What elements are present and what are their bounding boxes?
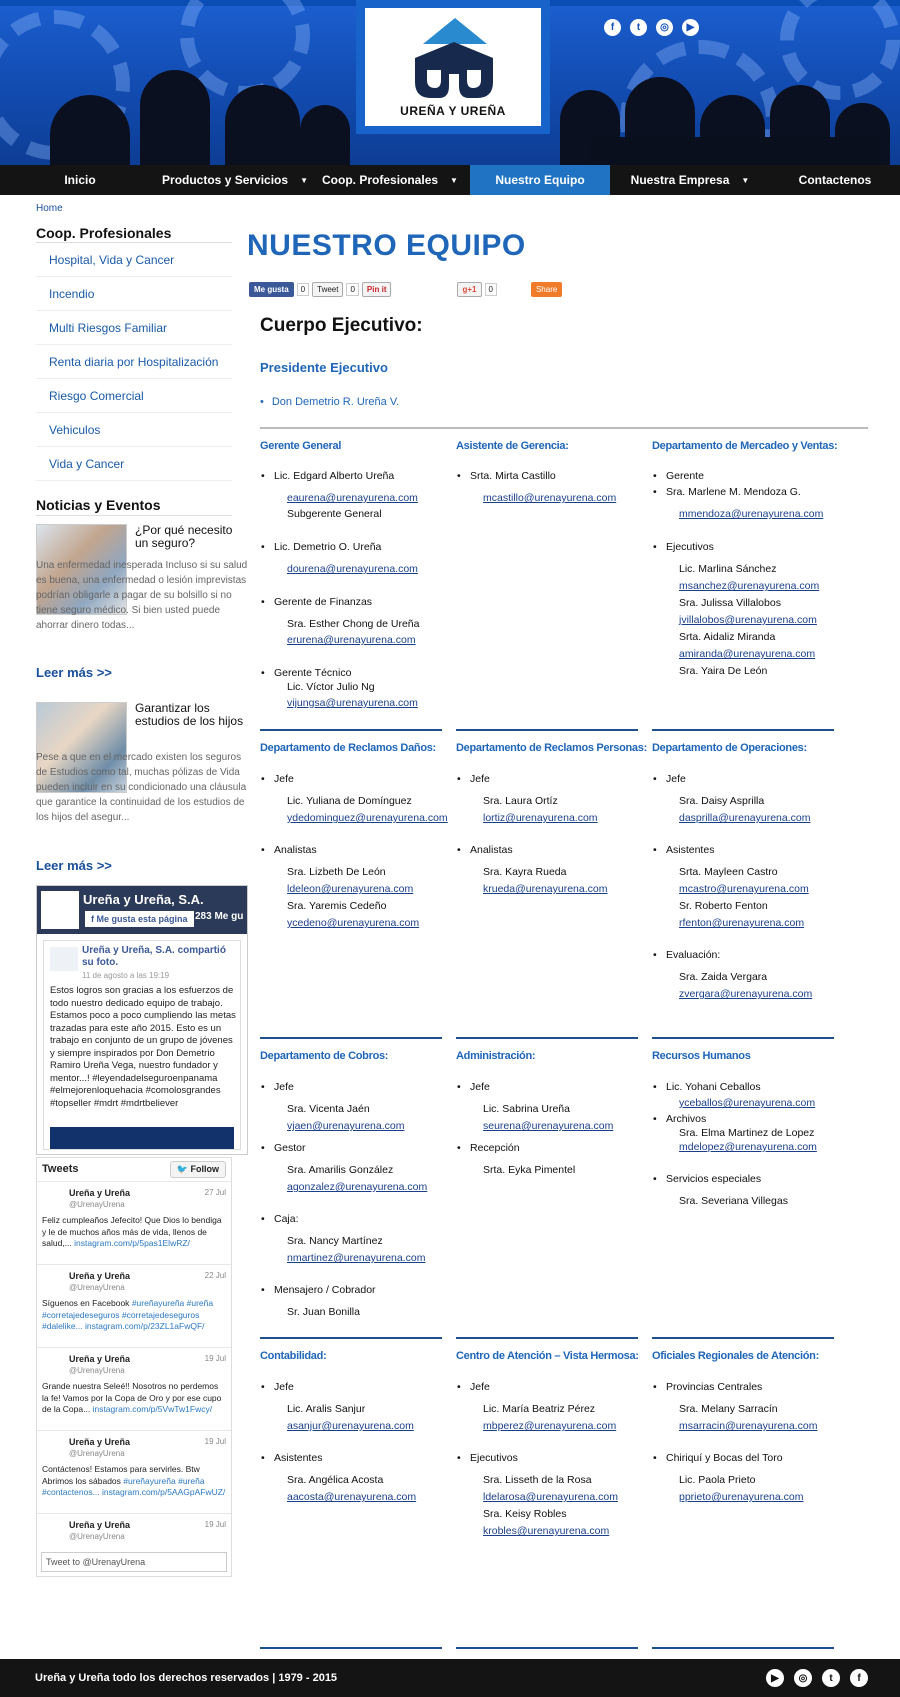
instagram-icon[interactable]: ◎ <box>794 1669 812 1687</box>
logo[interactable] <box>356 0 550 134</box>
divider <box>456 1647 638 1649</box>
logo-text: UREÑA Y UREÑA <box>400 104 506 118</box>
tweet-link[interactable]: #ureñayureña #ureña #corretajedeseguros #corretajedeseguros #dalelike... instagram.com/p/23ZL1aFwQF/ <box>42 1298 214 1331</box>
member-role: • Jefe <box>274 1381 294 1393</box>
tweet-handle[interactable]: @UrenayUrena <box>69 1449 125 1458</box>
email-link[interactable]: lortiz@urenayurena.com <box>483 812 598 824</box>
email-link[interactable]: seurena@urenayurena.com <box>483 1120 614 1132</box>
post-text: Estos logros son gracias a los esfuerzos de todo nuestro dedicado equipo de trabajo. Estamos poco a poco cumpliendo las metas trazadas para este año 2015. Esto es un trabajo en conjunto de un grupo de jóvenes y siempre inspirados por Don Demetrio Ramiro Ureña Vega, nuestro fundador y mentor...! #leyendadelseguroenpanama #elmejorenloquehacia #comolosgrandes #topseller #mdrt #mdrtbeliever <box>50 985 236 1109</box>
email-link[interactable]: mmendoza@urenayurena.com <box>679 508 824 520</box>
tweet-author[interactable]: Ureña y Ureña <box>69 1271 131 1281</box>
member-role: • Chiriquí y Bocas del Toro <box>666 1452 783 1464</box>
email-link[interactable]: eaurena@urenayurena.com <box>287 492 418 504</box>
divider <box>260 729 442 731</box>
department-title: Oficiales Regionales de Atención: <box>652 1350 819 1362</box>
member-name: Lic. María Beatriz Pérez <box>483 1403 596 1415</box>
member-name: Sra. Julissa Villalobos <box>679 597 781 609</box>
facebook-icon: f <box>91 914 97 924</box>
email-link[interactable]: msarracin@urenayurena.com <box>679 1420 818 1432</box>
youtube-icon[interactable]: ▶ <box>766 1669 784 1687</box>
email-link[interactable]: yceballos@urenayurena.com <box>679 1097 816 1109</box>
sidebar-item[interactable]: Incendio <box>36 277 232 311</box>
tweet <box>37 1430 231 1513</box>
member-role: • Jefe <box>470 1381 490 1393</box>
tweet-author[interactable]: Ureña y Ureña <box>69 1188 131 1198</box>
silhouette <box>225 85 300 165</box>
divider <box>652 1647 834 1649</box>
department-title: Departamento de Reclamos Personas: <box>456 742 647 754</box>
tweet-link[interactable]: instagram.com/p/5pas1ElwRZ/ <box>74 1238 190 1248</box>
email-link[interactable]: mcastillo@urenayurena.com <box>483 492 617 504</box>
like-count: 283 Me gu <box>195 911 244 922</box>
member-role: • Sra. Marlene M. Mendoza G. <box>666 486 801 498</box>
member-name: Sra. Kayra Rueda <box>483 866 567 878</box>
department-section <box>652 1337 834 1597</box>
tweet-handle[interactable]: @UrenayUrena <box>69 1366 125 1375</box>
facebook-icon[interactable]: f <box>850 1669 868 1687</box>
department-title: Gerente General <box>260 440 342 452</box>
member-role: • Gerente <box>666 470 704 482</box>
member-role: • Jefe <box>666 773 686 785</box>
tweet-text <box>42 1464 226 1499</box>
nav-item-inicio[interactable] <box>0 165 160 195</box>
department-section <box>456 1037 638 1297</box>
member-role: • Caja: <box>274 1213 299 1225</box>
page-avatar[interactable] <box>41 891 79 929</box>
news-item-text: Una enfermedad inesperada Incluso si su salud es buena, una enfermedad o lesión imprevistas podrían obligarle a pagar de su bolsillo si no tiene seguro médico. Si bien usted puede ahorrar dinero todas... <box>36 560 248 631</box>
email-link[interactable]: nmartinez@urenayurena.com <box>287 1252 426 1264</box>
tweet-date[interactable]: 19 Jul <box>204 1437 226 1446</box>
department-title: Departamento de Mercadeo y Ventas: <box>652 440 838 452</box>
member-role: • Recepción <box>470 1142 520 1154</box>
chevron-down-icon: ▼ <box>300 175 308 185</box>
member-role: • Jefe <box>274 1081 294 1093</box>
logo-panel <box>365 8 541 126</box>
email-link[interactable]: dasprilla@urenayurena.com <box>679 812 811 824</box>
twitter-bird-icon: 🐦 <box>176 1164 191 1174</box>
divider <box>456 1337 638 1339</box>
member-name: Srta. Eyka Pimentel <box>483 1164 576 1176</box>
divider <box>456 1037 638 1039</box>
silhouette <box>140 70 210 165</box>
tweet-author[interactable]: Ureña y Ureña <box>69 1354 131 1364</box>
member-name: Sra. Yaira De León <box>679 665 768 677</box>
member-name: Sra. Keisy Robles <box>483 1508 567 1520</box>
member-name: Lic. Sabrina Ureña <box>483 1103 570 1115</box>
divider <box>36 515 232 516</box>
nav-item-label: Productos y Servicios <box>162 173 289 187</box>
department-title: Recursos Humanos <box>652 1050 751 1062</box>
sidebar-item[interactable]: Renta diaria por Hospitalización <box>36 345 232 379</box>
nav-item-coop-profesionales[interactable] <box>310 165 470 195</box>
tweet-date[interactable]: 19 Jul <box>204 1520 226 1529</box>
tweet-date[interactable]: 19 Jul <box>204 1354 226 1363</box>
chevron-down-icon: ▼ <box>450 175 458 185</box>
member-role: • Gerente de Finanzas <box>274 596 372 608</box>
sidebar-title: Coop. Profesionales <box>36 225 172 241</box>
tweet-avatar[interactable] <box>42 1523 66 1543</box>
breadcrumb[interactable]: Home <box>36 203 63 214</box>
email-link[interactable]: ycedeno@urenayurena.com <box>287 917 420 929</box>
post-avatar[interactable] <box>50 947 78 971</box>
share-bar <box>249 282 562 297</box>
member-name: Lic. Paola Prieto <box>679 1474 756 1486</box>
divider <box>652 1037 834 1039</box>
email-link[interactable]: dourena@urenayurena.com <box>287 563 418 575</box>
tweet-body: Feliz cumpleaños Jefecito! Que Dios lo bendiga y le de muchos años más de vida, llenos de salud,... <box>42 1215 222 1248</box>
member-role: • Lic. Edgard Alberto Ureña <box>274 470 394 482</box>
site-footer <box>0 1659 900 1697</box>
silhouette <box>300 105 350 165</box>
tweet-avatar[interactable] <box>42 1357 66 1377</box>
member-name: Sra. Melany Sarracín <box>679 1403 778 1415</box>
member-role: • Analistas <box>274 844 317 856</box>
sidebar-item[interactable]: Riesgo Comercial <box>36 379 232 413</box>
silhouette <box>50 95 130 165</box>
facebook-like-share-button[interactable]: Me gusta <box>249 282 294 297</box>
member-role: • Mensajero / Cobrador <box>274 1284 376 1296</box>
nav-item-nuestra-empresa[interactable] <box>610 165 770 195</box>
tweet-text <box>42 1215 226 1250</box>
member-name: Lic. Yuliana de Domínguez <box>287 795 412 807</box>
department-title: Departamento de Operaciones: <box>652 742 807 754</box>
follow-button[interactable]: 🐦 Follow <box>170 1161 226 1178</box>
department-title: Centro de Atención – Vista Hermosa: <box>456 1350 639 1362</box>
tweet-author[interactable]: Ureña y Ureña <box>69 1520 131 1530</box>
member-role: • Analistas <box>470 844 513 856</box>
nav-item-label: Nuestro Equipo <box>495 173 585 187</box>
department-title: Asistente de Gerencia: <box>456 440 569 452</box>
email-link[interactable]: erurena@urenayurena.com <box>287 634 416 646</box>
member-name: Sra. Elma Martinez de Lopez <box>679 1127 815 1139</box>
twitter-widget <box>36 1157 232 1577</box>
member-name: Srta. Mayleen Castro <box>679 866 778 878</box>
section-heading: Cuerpo Ejecutivo: <box>260 315 423 336</box>
department-title: Departamento de Cobros: <box>260 1050 389 1062</box>
member-role: • Provincias Centrales <box>666 1381 762 1393</box>
page-title: NUESTRO EQUIPO <box>247 229 526 262</box>
email-link[interactable]: mbperez@urenayurena.com <box>483 1420 617 1432</box>
news-title: Noticias y Eventos <box>36 497 161 513</box>
post-image[interactable] <box>50 1127 234 1149</box>
department-section <box>456 1337 638 1597</box>
member-role: • Ejecutivos <box>470 1452 518 1464</box>
youtube-icon[interactable]: ▶ <box>682 19 699 36</box>
member-name: Sra. Lizbeth De León <box>287 866 386 878</box>
bullet: • <box>260 396 264 408</box>
tweet-link[interactable]: #ureñayureña #ureña #contactenos... instagram.com/p/5AAGpAFwUZ/ <box>42 1475 226 1497</box>
facebook-post <box>43 940 241 1150</box>
member-name: Sra. Nancy Martínez <box>287 1235 383 1247</box>
copyright-text: Ureña y Ureña todo los derechos reservados | 1979 - 2015 <box>35 1672 338 1684</box>
email-link[interactable]: ldelarosa@urenayurena.com <box>483 1491 618 1503</box>
header-social-links <box>604 19 699 36</box>
member-name: Subgerente General <box>287 508 382 520</box>
member-name: Sra. Yaremis Cedeño <box>287 900 387 912</box>
tweet-link[interactable]: instagram.com/p/5VwTw1Fwcy/ <box>92 1404 213 1414</box>
department-title: Departamento de Reclamos Daños: <box>260 742 436 754</box>
divider <box>456 729 638 731</box>
share-count: 0 <box>485 283 497 296</box>
member-name: Sra. Zaida Vergara <box>679 971 768 983</box>
member-role: • Jefe <box>470 773 490 785</box>
logo-mark-icon <box>409 40 499 100</box>
tweet-avatar[interactable] <box>42 1191 66 1211</box>
read-more-link[interactable]: Leer más >> <box>36 858 112 873</box>
sidebar-item[interactable]: Vida y Cancer <box>36 447 232 481</box>
nav-item-productos-y-servicios[interactable] <box>160 165 310 195</box>
tweet-text <box>42 1381 226 1416</box>
email-link[interactable]: zvergara@urenayurena.com <box>679 988 813 1000</box>
nav-item-label: Inicio <box>64 173 96 187</box>
read-more-link[interactable]: Leer más >> <box>36 665 112 680</box>
twitter-icon[interactable]: t <box>822 1669 840 1687</box>
email-link[interactable]: agonzalez@urenayurena.com <box>287 1181 428 1193</box>
tweet-handle[interactable]: @UrenayUrena <box>69 1532 125 1541</box>
sidebar-item[interactable]: Multi Riesgos Familiar <box>36 311 232 345</box>
member-name: Sra. Vicenta Jaén <box>287 1103 370 1115</box>
nav-item-label: Coop. Profesionales <box>322 173 439 187</box>
member-role: • Gestor <box>274 1142 306 1154</box>
member-name: Sra. Esther Chong de Ureña <box>287 618 420 630</box>
member-name: Sra. Daisy Asprilla <box>679 795 765 807</box>
member-role: • Servicios especiales <box>666 1173 761 1185</box>
chevron-down-icon: ▼ <box>741 175 750 185</box>
email-link[interactable]: vijungsa@urenayurena.com <box>287 697 418 709</box>
email-link[interactable]: mcastro@urenayurena.com <box>679 883 809 895</box>
member-role: • Srta. Mirta Castillo <box>470 470 556 482</box>
pin-it-button[interactable]: Pin it <box>362 282 392 297</box>
member-name: Sr. Roberto Fenton <box>679 900 768 912</box>
tweet <box>37 1347 231 1430</box>
nav-item-nuestro-equipo[interactable] <box>470 165 610 195</box>
tweet <box>37 1264 231 1347</box>
tweet-button[interactable]: Tweet <box>312 282 343 297</box>
news-item-title[interactable]: Garantizar los estudios de los hijos <box>135 701 244 728</box>
department-section <box>260 1037 442 1318</box>
member-role: • Asistentes <box>274 1452 322 1464</box>
member-role: • Jefe <box>470 1081 490 1093</box>
tweet-handle[interactable]: @UrenayUrena <box>69 1283 125 1292</box>
site-header <box>0 0 900 165</box>
divider <box>260 1037 442 1039</box>
tweet <box>37 1181 231 1264</box>
news-item <box>36 702 248 872</box>
member-name: Lic. Aralis Sanjur <box>287 1403 366 1415</box>
member-role: • Evaluación: <box>666 949 720 961</box>
member-role: • Archivos <box>666 1113 706 1125</box>
email-link[interactable]: ldeleon@urenayurena.com <box>287 883 414 895</box>
department-section <box>652 1037 834 1297</box>
email-link[interactable]: mdelopez@urenayurena.com <box>679 1141 817 1153</box>
google-plus-button[interactable]: g+1 <box>457 282 481 297</box>
tweets-title: Tweets <box>42 1163 79 1175</box>
meeting-table <box>590 137 880 165</box>
sidebar-item[interactable]: Vehiculos <box>36 413 232 447</box>
news-item-title[interactable]: ¿Por qué necesito un seguro? <box>135 523 233 550</box>
member-role: • Jefe <box>274 773 294 785</box>
divider <box>652 1337 834 1339</box>
post-author[interactable]: Ureña y Ureña, S.A. compartió su foto. <box>82 945 226 968</box>
member-role: • Asistentes <box>666 844 714 856</box>
twitter-icon[interactable]: t <box>630 19 647 36</box>
instagram-icon[interactable]: ◎ <box>656 19 673 36</box>
email-link[interactable]: ydedominguez@urenayurena.com <box>287 812 448 824</box>
nav-item-label: Nuestra Empresa <box>630 173 730 187</box>
email-link[interactable]: amiranda@urenayurena.com <box>679 648 816 660</box>
department-section <box>260 1337 442 1597</box>
member-name: Lic. Marlina Sánchez <box>679 563 777 575</box>
email-link[interactable]: jvillalobos@urenayurena.com <box>679 614 817 626</box>
tweet-date[interactable]: 27 Jul <box>204 1188 226 1197</box>
tweet-author[interactable]: Ureña y Ureña <box>69 1437 131 1447</box>
tweet <box>37 1513 231 1553</box>
main-nav <box>0 165 900 195</box>
member-role: • Lic. Yohani Ceballos <box>666 1081 761 1093</box>
email-link[interactable]: krobles@urenayurena.com <box>483 1525 610 1537</box>
facebook-icon[interactable]: f <box>604 19 621 36</box>
department-section <box>456 427 638 687</box>
facebook-like-button[interactable]: f Me gusta esta página <box>85 911 194 927</box>
share-count: 0 <box>346 283 358 296</box>
facebook-page-name[interactable]: Ureña y Ureña, S.A. <box>83 892 204 907</box>
tweet-body: Síguenos en Facebook <box>42 1298 130 1308</box>
president-title: Presidente Ejecutivo <box>260 360 388 375</box>
department-section <box>652 427 838 687</box>
department-section <box>652 729 834 1000</box>
sidebar-item[interactable]: Hospital, Vida y Cancer <box>36 243 232 277</box>
divider <box>652 729 834 731</box>
member-name: Sra. Angélica Acosta <box>287 1474 384 1486</box>
tweet-body: Contáctenos! Estamos para servirles. Btw Abrimos los sábados <box>42 1464 200 1486</box>
news-item-text: Pese a que en el mercado existen los seguros de Estudios como tal, muchas pólizas de Vida pueden incluir en su condicionado una cláusula que garantice la continuidad de los estudios de los hijos del asegur... <box>36 752 247 823</box>
sidebar-menu <box>36 243 232 481</box>
member-name: Sra. Severiana Villegas <box>679 1195 788 1207</box>
department-section <box>456 729 647 989</box>
tweet-compose-input[interactable]: Tweet to @UrenayUrena <box>41 1552 227 1572</box>
member-name: Sra. Laura Ortíz <box>483 795 558 807</box>
email-link[interactable]: vjaen@urenayurena.com <box>287 1120 405 1132</box>
divider <box>260 1337 442 1339</box>
email-link[interactable]: asanjur@urenayurena.com <box>287 1420 414 1432</box>
share-button[interactable]: Share <box>531 282 562 297</box>
member-role: • Gerente Técnico <box>274 667 351 679</box>
department-section <box>260 427 442 709</box>
member-name: Srta. Aidaliz Miranda <box>679 631 776 643</box>
tweet-handle[interactable]: @UrenayUrena <box>69 1200 125 1209</box>
president-name: • Don Demetrio R. Ureña V. <box>260 396 400 408</box>
member-role: • Ejecutivos <box>666 541 714 553</box>
footer-social-links <box>766 1669 868 1687</box>
department-title: Contabilidad: <box>260 1350 327 1362</box>
email-link[interactable]: rfenton@urenayurena.com <box>679 917 805 929</box>
tweet-text <box>42 1298 226 1333</box>
divider <box>260 1647 442 1649</box>
facebook-widget <box>36 885 248 1155</box>
department-section <box>260 729 448 989</box>
share-count: 0 <box>297 283 309 296</box>
nav-item-contactenos[interactable] <box>770 165 900 195</box>
email-link[interactable]: pprieto@urenayurena.com <box>679 1491 804 1503</box>
member-name: Sra. Amarilis González <box>287 1164 394 1176</box>
nav-item-label: Contactenos <box>798 173 872 187</box>
member-name: Sra. Lisseth de la Rosa <box>483 1474 592 1486</box>
tweet-avatar[interactable] <box>42 1440 66 1460</box>
news-item <box>36 524 248 684</box>
department-title: Administración: <box>456 1050 536 1062</box>
post-date[interactable]: 11 de agosto a las 19:19 <box>82 971 170 980</box>
member-name: Sr. Juan Bonilla <box>287 1306 360 1318</box>
email-link[interactable]: krueda@urenayurena.com <box>483 883 608 895</box>
tweet-body: Grande nuestra Seleé!! Nosotros no perdemos la fe! Vamos por la Copa de Oro y por ese cupo de la Copa... <box>42 1381 222 1414</box>
facebook-banner <box>37 886 248 934</box>
tweet-date[interactable]: 22 Jul <box>204 1271 226 1280</box>
email-link[interactable]: aacosta@urenayurena.com <box>287 1491 417 1503</box>
member-name: Lic. Víctor Julio Ng <box>287 681 375 693</box>
tweet-avatar[interactable] <box>42 1274 66 1294</box>
member-role: • Lic. Demetrio O. Ureña <box>274 541 381 553</box>
email-link[interactable]: msanchez@urenayurena.com <box>679 580 820 592</box>
